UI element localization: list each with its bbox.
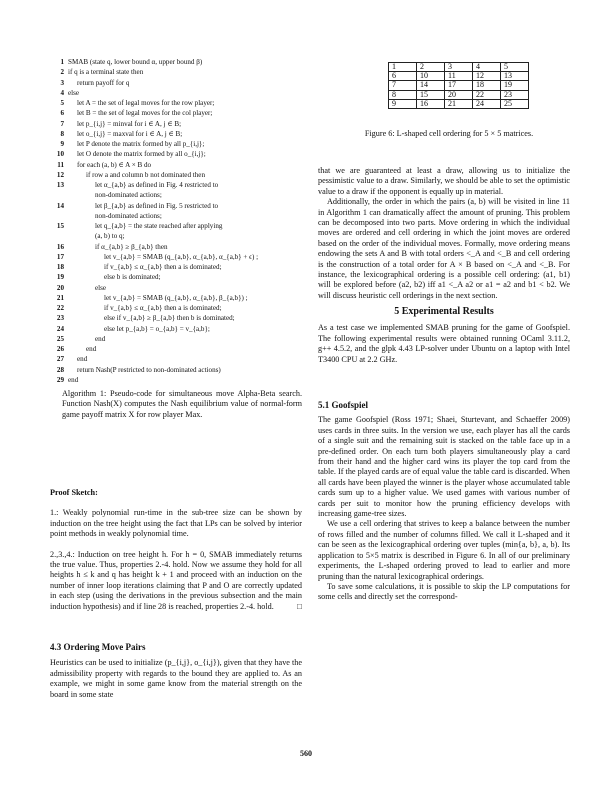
proof-heading: Proof Sketch:	[50, 488, 98, 497]
algorithm-code: let p_{i,j} = minval for i ∈ A, j ∈ B;	[77, 119, 182, 128]
algorithm-line	[50, 354, 302, 364]
line-number: 8	[60, 129, 64, 138]
grid-cell: 25	[501, 99, 529, 108]
algorithm-code: let β_{a,b} as defined in Fig. 5 restricted to	[95, 201, 219, 210]
grid-cell: 9	[389, 99, 417, 108]
algorithm-code: let q_{a,b} = the state reached after applying	[95, 222, 223, 230]
grid-row	[389, 99, 529, 108]
line-number: 28	[56, 365, 64, 374]
grid-cell: 19	[501, 81, 529, 90]
algorithm-code: return Nash(P restricted to non-dominated actions)	[77, 365, 221, 374]
algorithm-code: SMAB (state q, lower bound α, upper bound β)	[68, 58, 203, 66]
grid-cell: 12	[473, 72, 501, 81]
grid-cell: 24	[473, 99, 501, 108]
line-number: 1	[60, 58, 64, 66]
algorithm-line	[50, 344, 302, 354]
grid-cell: 18	[473, 81, 501, 90]
line-number: 11	[57, 160, 64, 169]
line-number: 26	[56, 345, 64, 353]
algorithm-line	[50, 98, 302, 108]
algorithm-line	[50, 221, 302, 231]
line-number: 16	[56, 242, 64, 251]
algorithm-line	[50, 139, 302, 149]
grid-row	[389, 90, 529, 99]
algorithm-code: end	[77, 355, 88, 364]
algorithm-code: (a, b) to q;	[95, 232, 125, 241]
grid-cell: 4	[473, 63, 501, 72]
line-number: 6	[60, 109, 64, 118]
algorithm-code: for each (a, b) ∈ A × B do	[77, 160, 152, 169]
algorithm-code: let A = the set of legal moves for the row player;	[77, 99, 215, 107]
line-number: 2	[60, 68, 64, 77]
algorithm-code: else b is dominated;	[104, 273, 161, 282]
grid-cell: 22	[473, 90, 501, 99]
line-number: 21	[56, 293, 64, 302]
grid-row	[389, 81, 529, 90]
line-number: 25	[56, 334, 64, 343]
grid-cell: 15	[417, 90, 445, 99]
algorithm-line	[50, 242, 302, 252]
grid-cell: 21	[445, 99, 473, 108]
right-paragraph-1: that we are guaranteed at least a draw, allowing us to initialize the pessimistic value to a draw. Similarly, we should be able to set the optimistic value to a draw if the opponent is equally up in material.	[318, 166, 570, 196]
algorithm-code: let v_{a,b} = SMAB (q_{a,b}, α_{a,b}, β_{a,b}) ;	[104, 293, 248, 302]
line-number: 5	[60, 99, 64, 107]
l-shaped-grid	[388, 62, 529, 109]
algorithm-code: let B = the set of legal moves for the col player;	[77, 109, 213, 118]
grid-cell: 2	[417, 63, 445, 72]
line-number: 22	[56, 304, 64, 312]
algorithm-line	[50, 160, 302, 170]
algorithm-code: else if v_{a,b} ≥ β_{a,b} then b is dominated;	[104, 314, 235, 323]
line-number: 9	[60, 140, 64, 148]
section-4-3-paragraph: Heuristics can be used to initialize (p_{i,j}, o_{i,j}), given that they have the admissibility property with regards to the bound they are applied to. As an example, we might in some game know from the material strength on the board in some state	[50, 658, 302, 699]
algorithm-code: let v_{a,b} = SMAB (q_{a,b}, α_{a,b}, α_{a,b} + ϵ) ;	[104, 252, 259, 261]
algorithm-line	[50, 78, 302, 88]
figure-6-caption: Figure 6: L-shaped cell ordering for 5 × 5 matrices.	[364, 129, 534, 138]
grid-cell: 23	[501, 90, 529, 99]
algorithm-code: end	[95, 334, 106, 343]
algorithm-line	[50, 88, 302, 98]
grid-cell: 13	[501, 72, 529, 81]
algorithm-line	[50, 67, 302, 77]
line-number: 19	[56, 273, 64, 282]
algorithm-code: let O denote the matrix formed by all o_{i,j};	[77, 150, 206, 159]
section-5	[318, 307, 570, 365]
section-5-1-paragraph-3: To save some calculations, it is possible to skip the LP computations for some cells and directly set the correspond-	[318, 581, 570, 602]
grid-cell: 1	[389, 63, 417, 72]
algorithm-code: end	[86, 345, 97, 353]
algorithm-line	[50, 272, 302, 282]
line-number: 12	[56, 170, 64, 179]
line-number: 17	[56, 252, 64, 261]
algorithm-line	[50, 375, 302, 385]
section-5-heading: 5 Experimental Results	[394, 306, 494, 317]
section-5-1-paragraph-2: We use a cell ordering that strives to keep a balance between the number of rows filled and the number of columns filled. We call it L-shaped and it can be seen as the lexicographical ordering over tuples (min{a, b}, a, b). Its application to 5×5 matrix is described in Figure 6. In all of our preliminary experiments, the L-shaped ordering proved to lead to earlier and more pruning than the natural lexicographical orderings.	[318, 519, 570, 581]
grid-cell: 14	[417, 81, 445, 90]
line-number: 4	[60, 88, 64, 97]
algorithm-code: if v_{a,b} ≤ α_{a,b} then a is dominated;	[104, 304, 222, 312]
section-5-1-heading: 5.1 Goofspiel	[318, 400, 369, 410]
algorithm-line	[50, 283, 302, 293]
algorithm-line	[50, 365, 302, 375]
algorithm-code: else	[95, 283, 107, 292]
algorithm-code: if v_{a,b} ≤ α_{a,b} then a is dominated;	[104, 263, 222, 271]
algorithm-line	[50, 170, 302, 180]
algorithm-code: if q is a terminal state then	[68, 68, 144, 77]
algorithm-line	[50, 262, 302, 272]
algorithm-line	[50, 57, 302, 67]
algorithm-line	[50, 324, 302, 334]
algorithm-caption: Algorithm 1: Pseudo-code for simultaneous move Alpha-Beta search. Function Nash(X) computes the Nash equilibrium value of normal-form game payoff matrix X for row player Max.	[62, 389, 302, 419]
section-4-3-heading: 4.3 Ordering Move Pairs	[50, 642, 146, 652]
algorithm-line	[50, 108, 302, 118]
line-number: 15	[56, 222, 64, 230]
grid-cell: 6	[389, 72, 417, 81]
section-5-paragraph: As a test case we implemented SMAB pruning for the game of Goofspiel. The following experimental results were obtained running OCaml 3.11.2, g++ 4.5.2, and the glpk 4.43 LP-solver under Ubuntu on a laptop with Intel T3400 CPU at 2.2 GHz.	[318, 323, 570, 364]
qed-symbol: □	[297, 601, 302, 611]
algorithm-line	[50, 334, 302, 344]
algorithm-code: non-dominated actions;	[95, 191, 162, 200]
algorithm-block	[50, 57, 302, 385]
algorithm-line	[50, 211, 302, 221]
algorithm-code: return payoff for q	[77, 78, 130, 87]
line-number: 14	[56, 201, 64, 210]
line-number: 10	[56, 150, 64, 159]
algorithm-code: let α_{a,b} as defined in Fig. 4 restricted to	[95, 181, 219, 189]
algorithm-code: let P denote the matrix formed by all p_{i,j};	[77, 140, 205, 148]
algorithm-line	[50, 180, 302, 190]
line-number: 24	[56, 324, 64, 333]
algorithm-line	[50, 129, 302, 139]
grid-cell: 7	[389, 81, 417, 90]
line-number: 29	[56, 375, 64, 384]
grid-cell: 3	[445, 63, 473, 72]
algorithm-code: if row a and column b not dominated then	[86, 170, 205, 179]
grid-cell: 16	[417, 99, 445, 108]
algorithm-line	[50, 293, 302, 303]
proof-paragraph-2: 2.,3.,4.: Induction on tree height h. For h = 0, SMAB immediately returns the true value. Thus, properties 2.-4. hold. Now we assume they hold for all heights h ≤ k and q has height k + 1 and proceed with an induction on the number of inner loop iterations claiming that P and O are correctly updated in each step (using the derivations in the previous subsection and the main induction hypothesis) and if line 28 is reached, properties 2.-4. hold. □	[50, 549, 302, 611]
figure-6	[388, 62, 529, 109]
right-column-text	[318, 166, 570, 301]
proof-section	[50, 488, 302, 612]
algorithm-line	[50, 149, 302, 159]
proof-paragraph-1: 1.: Weakly polynomial run-time in the sub-tree size can be shown by induction on the tree height using the fact that LPs can be solved by interior point methods in weakly polynomial time.	[50, 508, 302, 539]
algorithm-line	[50, 252, 302, 262]
grid-cell: 10	[417, 72, 445, 81]
grid-cell: 17	[445, 81, 473, 90]
algorithm-code: else let p_{a,b} = o_{a,b} = v_{a,b};	[104, 324, 210, 333]
grid-cell: 20	[445, 90, 473, 99]
grid-cell: 11	[445, 72, 473, 81]
algorithm-code: if α_{a,b} ≥ β_{a,b} then	[95, 242, 168, 251]
algorithm-line	[50, 190, 302, 200]
grid-cell: 5	[501, 63, 529, 72]
algorithm-line	[50, 231, 302, 241]
line-number: 18	[56, 263, 64, 271]
algorithm-code: end	[68, 375, 79, 384]
line-number: 3	[60, 78, 64, 87]
algorithm-line	[50, 119, 302, 129]
line-number: 7	[60, 119, 64, 128]
line-number: 13	[56, 181, 64, 189]
section-5-1	[318, 400, 570, 603]
algorithm-code: non-dominated actions;	[95, 211, 162, 220]
section-4-3	[50, 642, 302, 700]
algorithm-code: else	[68, 88, 80, 97]
line-number: 27	[56, 355, 64, 364]
line-number: 23	[56, 314, 64, 323]
page-number: 560	[300, 749, 312, 758]
algorithm-code: let o_{i,j} = maxval for i ∈ A, j ∈ B;	[77, 129, 183, 138]
algorithm-line	[50, 313, 302, 323]
grid-cell: 8	[389, 90, 417, 99]
algorithm-line	[50, 201, 302, 211]
algorithm-line	[50, 303, 302, 313]
right-paragraph-2: Additionally, the order in which the pairs (a, b) will be visited in line 11 in Algorithm 1 can dramatically affect the amount of pruning. This problem can be decomposed into two parts. Move ordering in which the individual moves are ordered and cell ordering in which the joint moves are ordered based on the order of the individual moves. Formally, move ordering means endowing the sets A and B with total orders <_A and <_B and cell ordering is the construction of a total order for A × B based on <_A and <_B. For instance, the lexicographical ordering is a possible cell ordering: (a1, b1) will be explored before (a2, b2) iff a1 <_A a2 or a1 = a2 and b1 < b2. We will discuss heuristic cell orderings in the next section.	[318, 197, 570, 300]
line-number: 20	[56, 283, 64, 292]
section-5-1-paragraph-1: The game Goofspiel (Ross 1971; Shaei, Sturtevant, and Schaeffer 2009) uses cards in three suits. In the version we use, each player has all the cards of a single suit and the remaining suit is stacked on the table face up in a pre-defined order. On each turn both players simultaneously play a card from their hand and the higher card wins its player the top card from the table. If the played cards are of equal value the table card is discarded. When all cards have been played the winner is the player whose accumulated table cards sum up to a higher value. We used games with various number of cards per suit to monitor how the pruning efficiency develops with increasing game-tree sizes.	[318, 415, 570, 519]
